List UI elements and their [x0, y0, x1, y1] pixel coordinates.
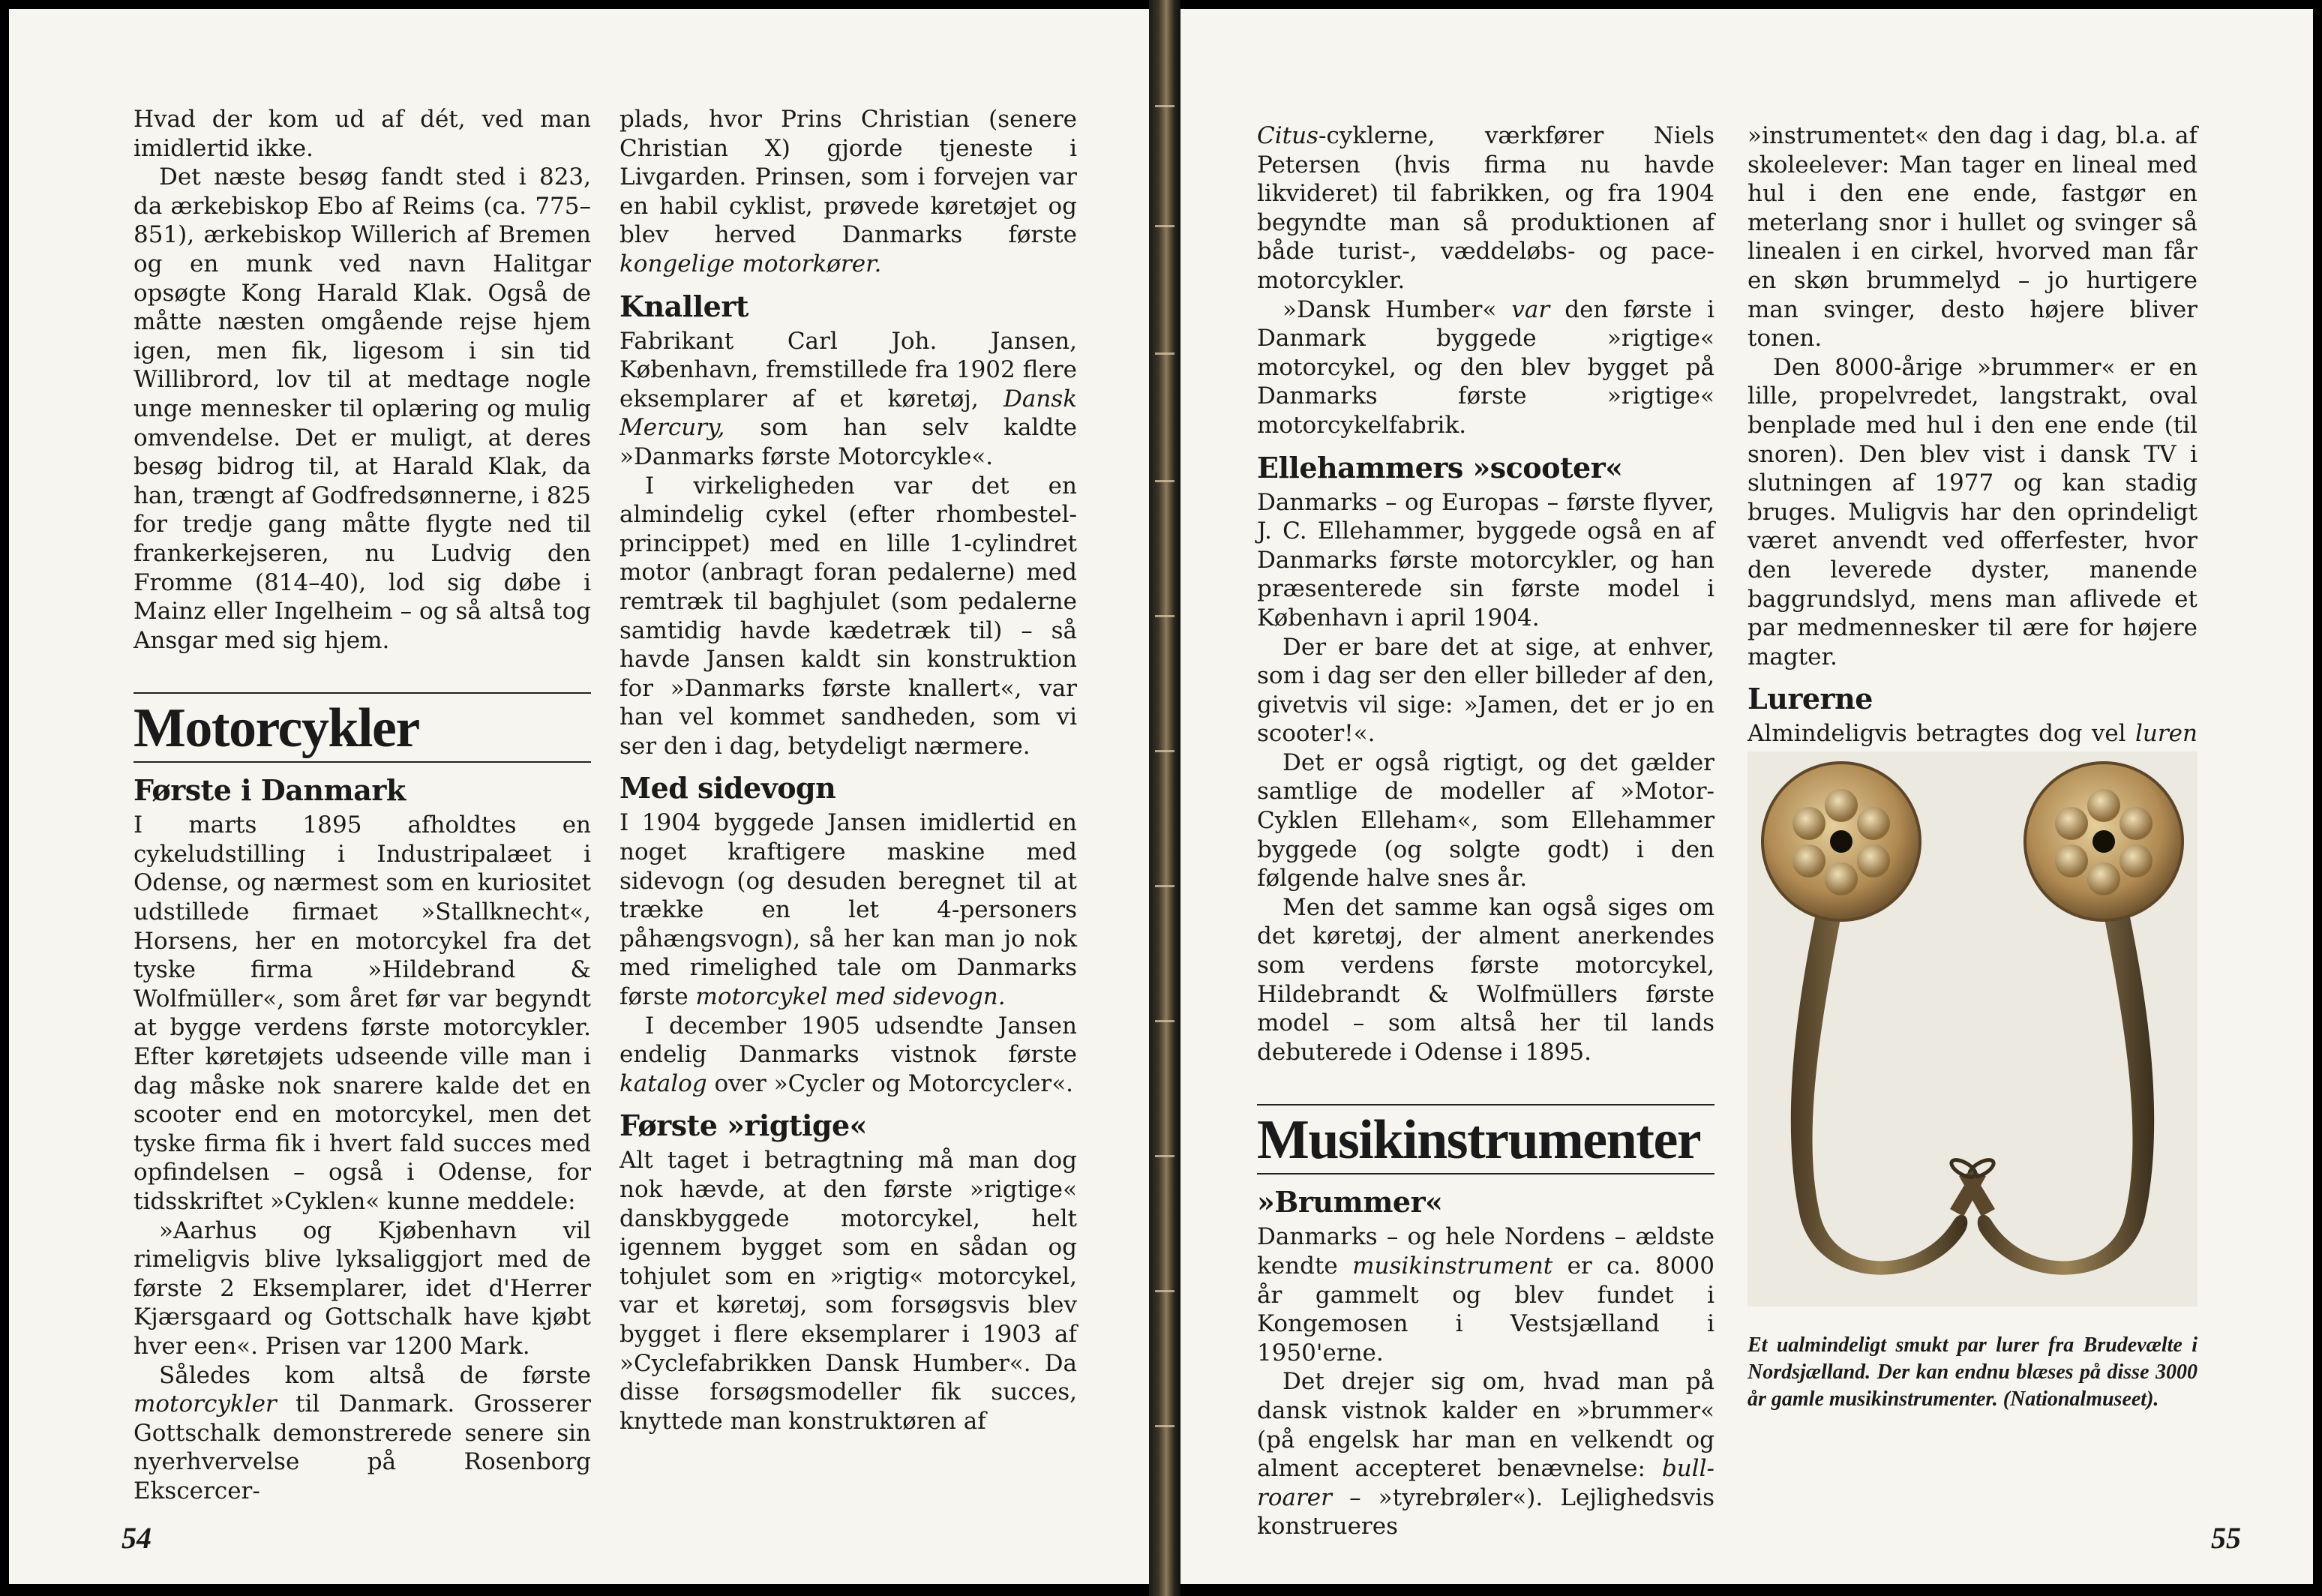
- section-rule-bottom-right: [1257, 1173, 1714, 1174]
- paragraph-instrumentet: »instrumentet« den dag i dag, bl.a. af skoleelever: Man tager en lineal med hul i den ene ende, fastgør en meterlang snor i hullet og svinger så linealen i en cirkel, hvorved man får en skøn brummelyd – jo hurtigere man svinger, desto højere bliver tonen.: [1748, 122, 2198, 352]
- paragraph-saaledes: Således kom altså de første motorcykler til Danmark. Grosserer Gottschalk demonstrerede senere sin nyerhvervelse på Rosenborg Ekscercer-: [134, 1361, 591, 1504]
- left-page: [9, 9, 1149, 1584]
- right-page: [1180, 9, 2313, 1584]
- paragraph-citus: Citus-cyklerne, værkfører Niels Petersen (hvis firma nu havde likvideret) til fabrikken, og fra 1904 begyndte man så produktionen af både turist-, væddeløbs- og pace-motorcykler.: [1257, 122, 1714, 294]
- paragraph-next-visit: Det næste besøg fandt sted i 823, da ærkebiskop Ebo af Reims (ca. 775–851), ærkebiskop Willerich af Bremen og en munk ved navn Halitgar opsøgte Kong Harald Klak. Også de måtte næsten omgående rejse hjem igen, men fik, ligesom i sin tid Willibrord, lov til at medtage nogle unge mennesker til oplæring og mulig omvendelse. Det er muligt, at deres besøg bidrog til, at Harald Klak, da han, trængt af Godfredsønnerne, i 825 for tredje gang måtte flygte ned til frankerkejseren, nu Ludvig den Fromme (814–40), lod sig døbe i Mainz eller Ingelheim – og så altså tog Ansgar med sig hjem.: [134, 164, 591, 654]
- heading-knallert: Knallert: [620, 289, 748, 323]
- section-rule-top: [134, 692, 591, 694]
- paragraph-dansk-humber-first: »Dansk Humber« var den første i Danmark byggede »rigtige« motorcykel, og den blev bygget på Danmarks første »rigtige« motorcykelfabrik.: [1257, 296, 1714, 439]
- left-page-column-2: [620, 105, 1077, 1436]
- paragraph-plads: plads, hvor Prins Christian (senere Christian X) gjorde tjeneste i Livgarden. Prinsen, som i forvejen var en habil cyklist, prøvede køretøjet og blev herved Danmarks første kongelige motorkører.: [620, 106, 1077, 278]
- paragraph-top: Hvad der kom ud af dét, ved man imidlertid ikke.: [134, 106, 591, 162]
- right-page-column-1: [1257, 122, 1714, 1541]
- paragraph-quote-aarhus: »Aarhus og Kjøbenhavn vil rimeligvis blive lyksaliggjort med de første 2 Eksemplarer, idet d'Herrer Kjærsgaard og Gottschalk have kjøbt hver een«. Prisen var 1200 Mark.: [134, 1216, 591, 1360]
- photo-caption: Et ualmindeligt smukt par lurer fra Brudevælte i Nordsjælland. Der kan endnu blæses på disse 3000 år gamle musikinstrumenter. (Nationalmuseet).: [1748, 1334, 2198, 1411]
- section-rule-bottom: [134, 761, 591, 763]
- paragraph-virkeligheden: I virkeligheden var det en almindelig cykel (efter rhombestel-princippet) med en lille 1-cylindret motor (anbragt foran pedalerne) med remtræk til baghjulet (som pedalerne samtidig havde kædetræk til) – så havde Jansen kaldt sin konstruktion for »Danmarks første knallert«, var han vel kommet sandheden, som vi ser den i dag, betydeligt nærmere.: [620, 472, 1077, 760]
- paragraph-cykeludstilling: I marts 1895 afholdtes en cykeludstilling i Industripalæet i Odense, og nærmest som en kuriositet udstillede firmaet »Stallknecht«, Horsens, her en motorcykel fra det tyske firma »Hildebrand & Wolfmüller«, som året før var begyndt at bygge verdens første motorcykler. Efter køretøjets udseende ville man i dag måske nok snarere kalde det en scooter end en motorcykel, men det tyske firma fik i hvert fald succes med opfindelsen – også i Odense, for tidsskriftet »Cyklen« kunne meddele:: [134, 812, 591, 1215]
- page-number-left: 54: [122, 1521, 152, 1555]
- paragraph-enhver: Der er bare det at sige, at enhver, som i dag ser den eller billeder af den, givetvis vil sige: »Jamen, det er jo en scooter!«.: [1257, 633, 1714, 748]
- paragraph-dansk-humber: Alt taget i betragtning må man dog nok hævde, at den første »rigtige« danskbyggede motorcykel, helt igennem bygget som en sådan og tohjulet som en »rigtig« motorcykel, var et køretøj, som forsøgsvis blev bygget i flere eksemplarer i 1903 af »Cyclefabrikken Dansk Humber«. Da disse forsøgsmodeller fik succes, knyttede man konstruktøren af: [620, 1147, 1077, 1435]
- left-page-column-1: [134, 105, 591, 1506]
- section-rule-top-right: [1257, 1104, 1714, 1106]
- paragraph-ellehammer: Danmarks – og Europas – første flyver, J. C. Ellehammer, byggede også en af Danmarks første motorcykler, og han præsenterede sin første model i København i april 1904.: [1257, 488, 1714, 632]
- section-title-motorcykler: Motorcykler: [134, 698, 419, 760]
- lurer-photo: [1748, 752, 2198, 1306]
- paragraph-aeldste: Danmarks – og hele Nordens – ældste kendte musikinstrument er ca. 8000 år gammelt og blev fundet i Kongemosen i Vestsjælland i 1950'erne.: [1257, 1223, 1714, 1366]
- page-number-right: 55: [2211, 1521, 2241, 1555]
- heading-lurerne: Lurerne: [1748, 682, 1873, 716]
- paragraph-sidevogn: I 1904 byggede Jansen imidlertid en noget kraftigere maskine med sidevogn (og desuden beregnet til at trække en let 4-personers påhængsvogn), så her kan man jo nok med rimelighed tale om Danmarks første motorcykel med sidevogn.: [620, 809, 1077, 1011]
- section-title-musikinstrumenter: Musikinstrumenter: [1257, 1109, 1701, 1172]
- paragraph-hildebrandt: Men det samme kan også siges om det køretøj, der alment anerkendes som verdens første motorcykel, Hildebrandt & Wolfmüllers første model – som altså her til lands debuterede i Odense i 1895.: [1257, 893, 1714, 1066]
- paragraph-8000-aarige: Den 8000-årige »brummer« er en lille, propelvredet, langstrakt, oval benplade med hul i den ene ende (til snoren). Den blev vist i dansk TV i slutningen af 1977 og kan stadig bruges. Muligvis har den oprindeligt været anvendt ved offerfester, hvor den leverede dyster, manende baggrundslyd, mens man aflivede et par medmennesker til ære for højere magter.: [1748, 353, 2198, 670]
- paragraph-lurerne: Almindeligvis betragtes dog vel luren: [1748, 720, 2198, 748]
- paragraph-bull-roarer: Det drejer sig om, hvad man på dansk vistnok kalder en »brummer« (på engelsk har man en velkendt og alment accepteret benævnelse: bull-roarer – »tyrebrøler«). Lejlighedsvis konstrueres: [1257, 1368, 1714, 1540]
- paragraph-jansen: Fabrikant Carl Joh. Jansen, København, fremstillede fra 1902 flere eksemplarer af et køretøj, Dansk Mercury, som han selv kaldte »Danmarks første Motorcykle«.: [620, 327, 1077, 470]
- paragraph-katalog: I december 1905 udsendte Jansen endelig Danmarks vistnok første katalog over »Cycler og Motorcycler«.: [620, 1012, 1077, 1097]
- heading-brummer: »Brummer«: [1257, 1185, 1443, 1220]
- paragraph-modeller: Det er også rigtigt, og det gælder samtlige de modeller af »Motor-Cyklen Elleham«, som Ellehammer byggede (og solgte godt) i den følgende halve snes år.: [1257, 748, 1714, 892]
- book-gutter: [1149, 0, 1180, 1596]
- heading-med-sidevogn: Med sidevogn: [620, 771, 836, 806]
- heading-ellehammer-scooter: Ellehammers »scooter«: [1257, 450, 1623, 484]
- right-page-column-2: [1748, 122, 2198, 806]
- heading-foerste-i-danmark: Første i Danmark: [134, 773, 406, 808]
- heading-foerste-rigtige: Første »rigtige«: [620, 1108, 867, 1143]
